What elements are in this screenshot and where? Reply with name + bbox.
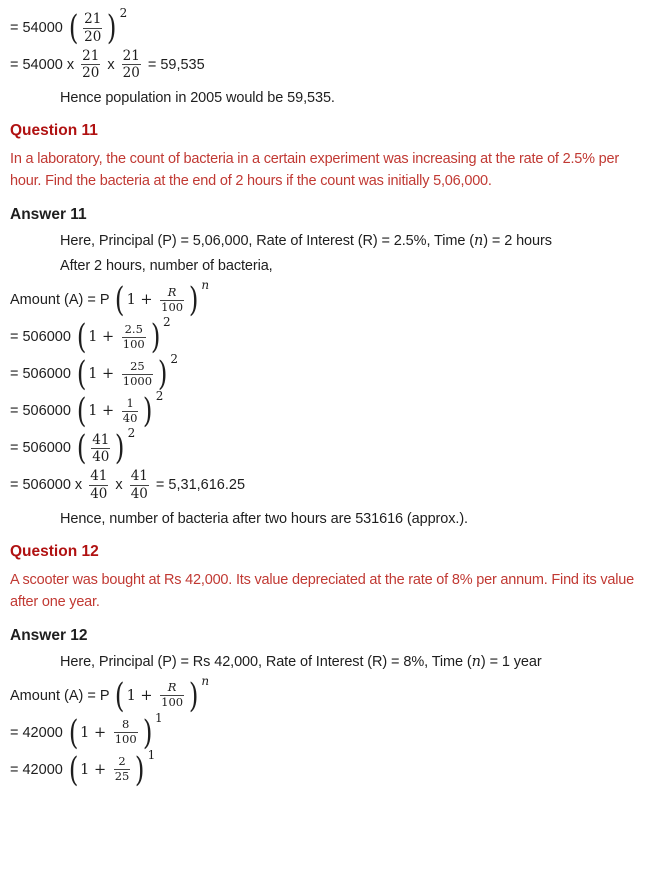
formula-text: Amount (A) = P [10, 292, 114, 309]
fraction [91, 432, 110, 465]
denominator: 40 [92, 448, 110, 465]
prev-answer-conclusion [60, 90, 639, 106]
math-text: 1 + [126, 292, 158, 309]
close-paren-glyph: ) [107, 8, 117, 48]
text-segment: Hence population in 2005 would be 59,535. [60, 90, 335, 107]
denominator: 20 [122, 65, 140, 82]
formula-text: = 506000 x [10, 477, 87, 494]
paren-group [67, 747, 156, 790]
open-paren-glyph: ( [76, 391, 87, 432]
text-segment: Here, Principal (P) = Rs 42,000, Rate of Interest (R) = 8%, Time ( [60, 653, 472, 670]
answer-11-step-3 [10, 389, 639, 432]
formula-text: = 54000 [10, 20, 67, 36]
answer-12-given [60, 654, 639, 670]
fraction [160, 681, 184, 710]
paren-group [113, 278, 210, 321]
close-paren-glyph: ) [143, 391, 153, 432]
numerator: R [167, 680, 177, 695]
close-paren-glyph: ) [142, 712, 153, 753]
answer-11-heading: Answer 11 [10, 206, 87, 224]
fraction [114, 718, 138, 747]
exponent: n [201, 673, 210, 688]
open-paren-glyph: ( [68, 8, 79, 48]
answer-12-step-1 [10, 710, 639, 753]
exponent: 1 [154, 710, 163, 725]
open-paren-glyph: ( [76, 428, 87, 469]
formula-text: = 59,535 [143, 56, 205, 73]
numerator: 25 [130, 359, 145, 374]
fraction [160, 286, 184, 315]
formula-text: x [103, 56, 119, 73]
fraction [114, 755, 131, 784]
math-text: 1 + [80, 761, 111, 778]
numerator: 41 [92, 431, 110, 448]
formula-text: = 506000 [10, 329, 75, 346]
numerator: 21 [84, 11, 102, 28]
paren-group [75, 352, 178, 395]
fraction [89, 468, 108, 501]
fraction [81, 48, 100, 81]
close-paren-glyph: ) [188, 675, 199, 716]
close-paren-glyph: ) [115, 428, 125, 469]
exponent: 2 [163, 315, 171, 330]
numerator: 21 [82, 48, 100, 64]
math-text: 1 + [126, 687, 158, 704]
fraction [122, 360, 153, 389]
denominator: 40 [90, 485, 108, 502]
fraction [83, 11, 102, 44]
open-paren-glyph: ( [115, 675, 125, 716]
numerator: 41 [130, 468, 148, 485]
answer-12-amount-formula [10, 673, 639, 716]
answer-11-step-2 [10, 352, 639, 395]
denominator: 20 [84, 28, 102, 45]
answer-11-amount-formula [10, 278, 639, 321]
close-paren-glyph: ) [157, 354, 168, 395]
text-segment: Here, Principal (P) = 5,06,000, Rate of Interest (R) = 2.5%, Time ( [60, 233, 474, 250]
text-segment: Hence, number of bacteria after two hours are 531616 (approx.). [60, 510, 468, 527]
answer-11-step-4 [10, 426, 639, 469]
denominator: 20 [82, 65, 100, 82]
question-11-text: In a laboratory, the count of bacteria in a certain experiment was increasing at the rate of 2.5% per hour. Find the bacteria at the end of 2 hours if the count was initially 5,06,000. [10, 151, 620, 190]
prev-answer-step-1 [10, 6, 639, 48]
denominator: 100 [161, 299, 184, 314]
open-paren-glyph: ( [68, 712, 79, 753]
answer-11-given [60, 233, 639, 249]
numerator: 2 [118, 754, 126, 769]
formula-text: = 5,31,616.25 [151, 477, 246, 494]
text-segment: ) = 1 year [480, 653, 542, 670]
denominator: 100 [122, 336, 145, 351]
numerator: 2.5 [124, 322, 143, 337]
math-text: 1 + [88, 366, 119, 383]
exponent: 2 [170, 352, 178, 367]
paren-group [113, 673, 210, 716]
answer-12-step-2 [10, 747, 639, 790]
numerator: 8 [122, 717, 130, 732]
denominator: 40 [122, 410, 138, 425]
paren-group [75, 426, 136, 469]
exponent: 2 [155, 389, 164, 404]
fraction [122, 397, 139, 426]
paren-group [67, 710, 163, 753]
fraction [130, 468, 149, 501]
exponent: 2 [119, 6, 128, 20]
exponent: 1 [147, 747, 156, 762]
prev-answer-step-2 [10, 48, 639, 81]
question-12-heading: Question 12 [10, 542, 99, 560]
formula-text: x [111, 477, 127, 494]
answer-11-step-1 [10, 315, 639, 358]
text-segment: ) = 2 hours [483, 233, 552, 250]
denominator: 25 [114, 769, 130, 784]
exponent: n [201, 278, 210, 293]
numerator: 1 [126, 396, 134, 411]
formula-text: Amount (A) = P [10, 687, 114, 704]
question-12-text: A scooter was bought at Rs 42,000. Its value depreciated at the rate of 8% per annum. Find its value after one year. [10, 571, 635, 610]
close-paren-glyph: ) [150, 317, 161, 358]
denominator: 1000 [122, 373, 153, 388]
denominator: 40 [130, 485, 148, 502]
formula-text: = 506000 [10, 403, 75, 420]
answer-12-heading: Answer 12 [10, 626, 88, 644]
paren-group [75, 315, 171, 358]
formula-text: = 42000 [10, 761, 67, 778]
numerator: 41 [90, 468, 108, 485]
answer-11-conclusion [60, 511, 639, 527]
math-text: 1 + [80, 724, 111, 741]
text-segment: n [471, 653, 481, 670]
close-paren-glyph: ) [188, 280, 199, 321]
denominator: 100 [114, 732, 137, 747]
fraction [122, 48, 141, 81]
numerator: R [167, 285, 177, 300]
close-paren-glyph: ) [135, 749, 145, 790]
open-paren-glyph: ( [68, 749, 79, 790]
text-segment: After 2 hours, number of bacteria, [60, 258, 273, 275]
fraction [122, 323, 146, 352]
formula-text: = 42000 [10, 724, 67, 741]
answer-11-note [60, 258, 639, 274]
open-paren-glyph: ( [76, 354, 87, 395]
exponent: 2 [127, 426, 136, 441]
text-segment: n [473, 233, 484, 250]
open-paren-glyph: ( [115, 280, 125, 321]
paren-group [75, 389, 164, 432]
formula-text: = 506000 [10, 366, 75, 383]
formula-text: = 506000 [10, 440, 75, 457]
paren-group [67, 6, 128, 48]
math-text: 1 + [88, 329, 119, 346]
question-11-heading: Question 11 [10, 122, 98, 140]
open-paren-glyph: ( [76, 317, 87, 358]
math-text: 1 + [88, 403, 119, 420]
denominator: 100 [161, 695, 184, 710]
formula-text: = 54000 x [10, 56, 79, 73]
answer-11-step-5 [10, 468, 639, 501]
numerator: 21 [122, 48, 140, 64]
